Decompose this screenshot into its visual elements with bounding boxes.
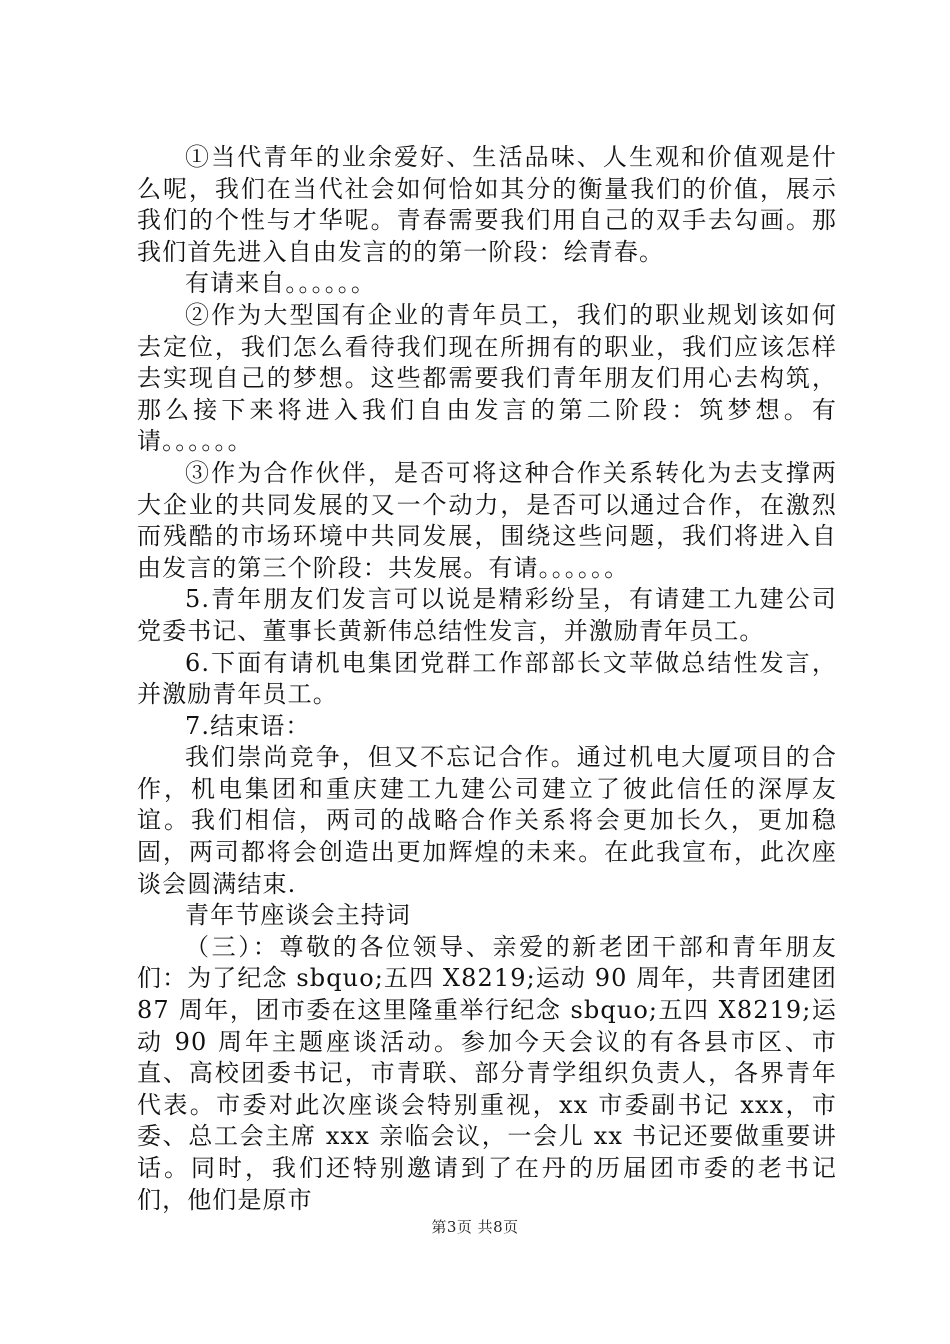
paragraph-item-7: 7.结束语：	[185, 711, 311, 740]
paragraph-stage-two: ②作为大型国有企业的青年员工，我们的职业规划该如何去定位，我们怎么看待我们现在所拥有的职业，我们应该怎样去实现自己的梦想。这些都需要我们青年朋友们用心去构筑，那么接下来将进入我们自由发言的第二阶段：筑梦想。有请。。。。。。	[137, 300, 837, 456]
paragraph-invite-one: 有请来自。。。。。。	[185, 269, 376, 298]
paragraph-item-6: 6.下面有请机电集团党群工作部部长文苹做总结性发言，并激励青年员工。	[137, 648, 837, 709]
paragraph-stage-three: ③作为合作伙伴，是否可将这种合作关系转化为去支撑两大企业的共同发展的又一个动力，是否可以通过合作，在激烈而残酷的市场环境中共同发展，围绕这些问题，我们将进入自由发言的第三个阶段：共发展。有请。。。。。。	[137, 458, 837, 582]
page-footer: 第3页 共8页	[431, 1218, 519, 1236]
paragraph-speech-three: （三）：尊敬的各位领导、亲爱的新老团干部和青年朋友们：为了纪念 sbquo;五四 X8219;运动 90 周年，共青团建团 87 周年，团市委在这里隆重举行纪念 sbquo;五四 X8219;运动 90 周年主题座谈活动。参加今天会议的有各县市区、市直、高校团委书记，市青联、部分青学组织负责人，各界青年代表。市委对此次座谈会特别重视，xx 市委副书记 xxx，市委、总工会主席 xxx 亲临会议，一会儿 xx 书记还要做重要讲话。同时，我们还特别邀请到了在丹的历届团市委的老书记们，他们是原市	[137, 932, 837, 1214]
paragraph-stage-one: ①当代青年的业余爱好、生活品味、人生观和价值观是什么呢，我们在当代社会如何恰如其分的衡量我们的价值，展示我们的个性与才华呢。青春需要我们用自己的双手去勾画。那我们首先进入自由发言的的第一阶段：绘青春。	[137, 143, 837, 266]
section-heading: 青年节座谈会主持词	[185, 901, 411, 930]
paragraph-item-5: 5.青年朋友们发言可以说是精彩纷呈，有请建工九建公司党委书记、董事长黄新伟总结性发言，并激励青年员工。	[137, 585, 837, 645]
paragraph-closing: 我们崇尚竞争，但又不忘记合作。通过机电大厦项目的合作，机电集团和重庆建工九建公司建立了彼此信任的深厚友谊。我们相信，两司的战略合作关系将会更加长久，更加稳固，两司都将会创造出更加辉煌的未来。在此我宣布，此次座谈会圆满结束.	[137, 743, 837, 898]
document-body	[137, 142, 837, 1216]
